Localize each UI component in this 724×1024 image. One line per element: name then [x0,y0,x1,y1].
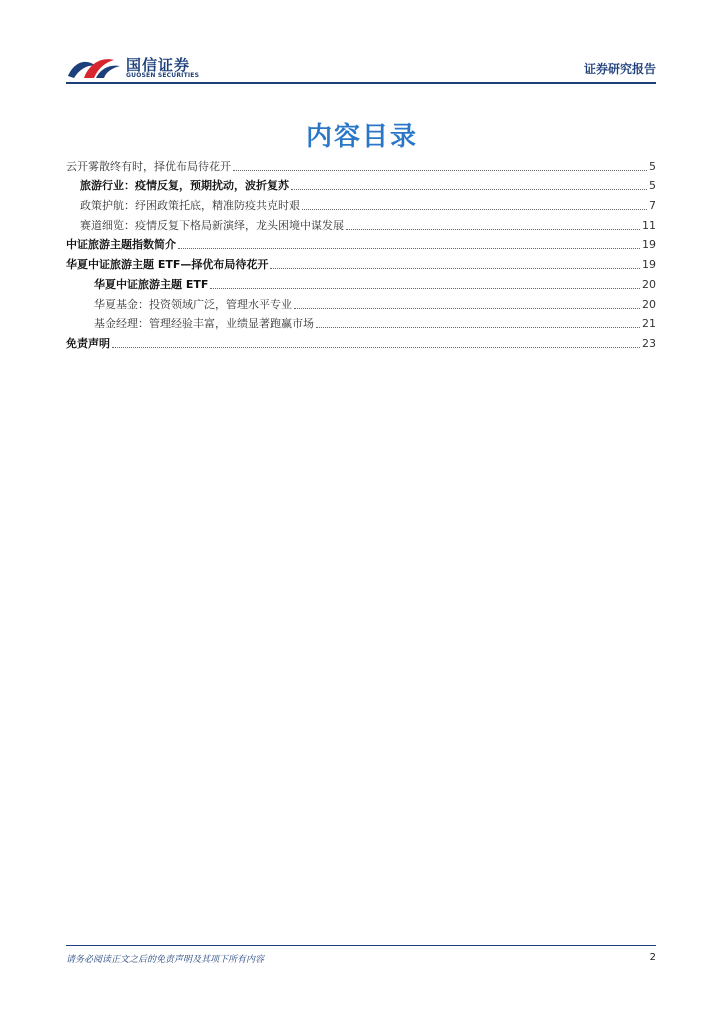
toc-leader-dots [294,308,640,309]
toc-entry-page: 21 [642,317,656,331]
toc-entry[interactable] [66,272,656,292]
toc-entry-page: 19 [642,258,656,272]
toc-entry-page: 19 [642,238,656,252]
toc-title: 内容目录 [305,122,418,152]
toc-entry-label: 华夏中证旅游主题 ETF [94,277,209,291]
toc-entry[interactable] [66,312,656,332]
toc-entry-page: 11 [642,218,656,232]
logo-chinese-name: 国信证券 [126,56,191,74]
footer-divider [66,945,656,946]
toc-entry-label: 云开雾散终有时，择优布局待花开 [66,159,231,173]
toc-entry[interactable] [66,193,656,213]
toc-leader-dots [346,229,640,230]
toc-entry-label: 华夏基金：投资领域广泛，管理水平专业 [94,297,292,311]
toc-entry-page: 5 [649,179,656,193]
toc-entry[interactable] [66,252,656,272]
toc-entry-label: 政策护航：纾困政策托底，精准防疫共克时艰 [80,199,300,213]
toc-entry-label: 中证旅游主题指数简介 [66,238,176,252]
toc-entry-page: 7 [649,199,656,213]
toc-leader-dots [233,170,647,171]
header-divider [66,82,656,84]
toc-entry-page: 5 [649,159,656,173]
table-of-contents [66,154,656,351]
toc-entry-label: 免责声明 [66,336,110,350]
logo-english-name: GUOSEN SECURITIES [126,72,200,79]
toc-entry[interactable] [66,233,656,253]
guosen-logo-icon [66,52,122,82]
guosen-logo [66,50,266,84]
toc-entry[interactable] [66,154,656,174]
toc-leader-dots [210,288,640,289]
toc-entry-label: 赛道细览：疫情反复下格局新演绎，龙头困境中谋发展 [80,218,344,232]
toc-entry-label: 华夏中证旅游主题 ETF—择优布局待花开 [66,258,269,272]
footer-disclaimer: 请务必阅读正文之后的免责声明及其项下所有内容 [66,955,265,965]
page-number: 2 [649,952,656,963]
toc-entry[interactable] [66,292,656,312]
toc-entry-page: 23 [642,336,656,350]
toc-leader-dots [270,268,640,269]
toc-leader-dots [178,248,640,249]
toc-entry[interactable] [66,331,656,351]
toc-leader-dots [302,209,647,210]
toc-entry-page: 20 [642,277,656,291]
page-header [66,50,656,84]
toc-leader-dots [291,189,647,190]
toc-entry-label: 旅游行业：疫情反复，预期扰动，波折复苏 [80,179,289,193]
toc-entry[interactable] [66,213,656,233]
toc-leader-dots [316,327,640,328]
toc-entry-label: 基金经理：管理经验丰富，业绩显著跑赢市场 [94,317,314,331]
report-type-label: 证券研究报告 [583,62,656,76]
toc-leader-dots [112,347,640,348]
toc-entry[interactable] [66,174,656,194]
toc-entry-page: 20 [642,297,656,311]
